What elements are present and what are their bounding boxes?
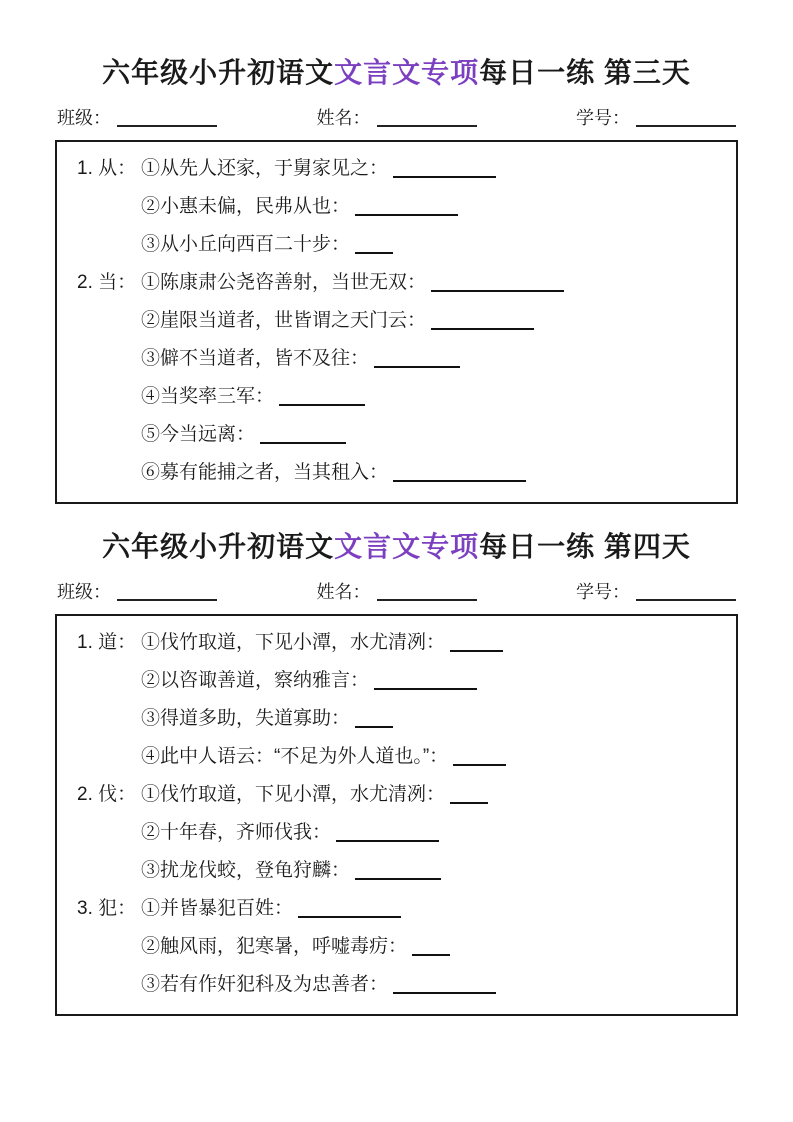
answer-blank [355, 716, 393, 728]
question-box-day3 [55, 140, 738, 504]
item-text: ③若有作奸犯科及为忠善者： [141, 974, 389, 995]
question-item [141, 378, 726, 416]
question-item [141, 226, 726, 264]
question-item [141, 890, 726, 928]
title-suffix: 每日一练 第三天 [479, 57, 691, 88]
question-cong [77, 150, 726, 264]
question-item [141, 814, 726, 852]
name-field-blank [377, 114, 477, 127]
question-dang [77, 264, 726, 492]
item-text: ②以咨诹善道，察纳雅言： [141, 670, 370, 691]
student-id-field-label: 学号： [576, 582, 630, 602]
answer-blank [355, 868, 441, 880]
item-text: ④此中人语云：“不足为外人道也。”： [141, 746, 449, 767]
answer-blank [298, 906, 401, 918]
title-prefix: 六年级小升初语文 [102, 57, 335, 88]
item-text: ①并皆暴犯百姓： [141, 898, 294, 919]
question-item [141, 188, 726, 226]
question-label: 1. 从： [77, 158, 137, 179]
student-id-field-label: 学号： [576, 108, 630, 128]
class-field [57, 580, 217, 604]
question-label: 1. 道： [77, 632, 137, 653]
question-fa [77, 776, 726, 890]
student-id-field [576, 580, 736, 604]
question-item [141, 302, 726, 340]
answer-blank [450, 792, 488, 804]
question-item [141, 624, 726, 662]
question-box-day4 [55, 614, 738, 1016]
question-items [141, 150, 726, 264]
item-text: ②十年春，齐师伐我： [141, 822, 332, 843]
title-prefix: 六年级小升初语文 [102, 531, 335, 562]
name-field-blank [377, 588, 477, 601]
question-item [141, 700, 726, 738]
class-field-blank [117, 588, 217, 601]
answer-blank [260, 432, 346, 444]
question-fan [77, 890, 726, 1004]
student-id-field-blank [636, 588, 736, 601]
name-field [317, 580, 477, 604]
student-id-field [576, 106, 736, 130]
item-text: ②小惠未偏，民弗从也： [141, 196, 351, 217]
title-highlight: 文言文专项 [334, 531, 480, 562]
worksheet-section-day3 [55, 56, 738, 504]
answer-blank [453, 754, 506, 766]
question-label: 2. 伐： [77, 784, 137, 805]
name-field [317, 106, 477, 130]
class-field [57, 106, 217, 130]
answer-blank [393, 470, 526, 482]
student-info-row [57, 106, 736, 130]
question-item [141, 738, 726, 776]
item-text: ①伐竹取道，下见小潭，水尤清冽： [141, 632, 446, 653]
student-id-field-blank [636, 114, 736, 127]
item-text: ①陈康肃公尧咨善射，当世无双： [141, 272, 427, 293]
worksheet-section-day4 [55, 530, 738, 1016]
answer-blank [336, 830, 439, 842]
item-text: ③僻不当道者，皆不及往： [141, 348, 370, 369]
item-text: ①从先人还家，于舅家见之： [141, 158, 389, 179]
question-item [141, 928, 726, 966]
worksheet-title [55, 530, 738, 564]
answer-blank [431, 280, 564, 292]
answer-blank [393, 166, 496, 178]
answer-blank [412, 944, 450, 956]
item-text: ③从小丘向西百二十步： [141, 234, 351, 255]
question-item [141, 454, 726, 492]
name-field-label: 姓名： [316, 108, 371, 128]
question-item [141, 264, 726, 302]
answer-blank [374, 356, 460, 368]
item-text: ④当奖率三军： [141, 386, 275, 407]
title-suffix: 每日一练 第四天 [479, 531, 691, 562]
question-item [141, 662, 726, 700]
class-field-label: 班级： [57, 108, 111, 128]
answer-blank [279, 394, 365, 406]
class-field-blank [117, 114, 217, 127]
question-dao [77, 624, 726, 776]
student-info-row [57, 580, 736, 604]
answer-blank [431, 318, 534, 330]
answer-blank [450, 640, 503, 652]
answer-blank [374, 678, 477, 690]
answer-blank [393, 982, 496, 994]
question-items [141, 264, 726, 492]
question-items [141, 890, 726, 1004]
answer-blank [355, 242, 393, 254]
question-item [141, 340, 726, 378]
item-text: ②触风雨，犯寒暑，呼嘘毒疠： [141, 936, 408, 957]
worksheet-title [55, 56, 738, 90]
question-item [141, 416, 726, 454]
question-item [141, 776, 726, 814]
title-highlight: 文言文专项 [334, 57, 480, 88]
question-item [141, 150, 726, 188]
name-field-label: 姓名： [316, 582, 371, 602]
item-text: ②崖限当道者，世皆谓之天门云： [141, 310, 427, 331]
item-text: ⑥募有能捕之者，当其租入： [141, 462, 389, 483]
question-label: 3. 犯： [77, 898, 137, 919]
answer-blank [355, 204, 458, 216]
question-item [141, 966, 726, 1004]
item-text: ⑤今当远离： [141, 424, 256, 445]
item-text: ③得道多助，失道寡助： [141, 708, 351, 729]
question-item [141, 852, 726, 890]
class-field-label: 班级： [57, 582, 111, 602]
question-items [141, 624, 726, 776]
question-items [141, 776, 726, 890]
question-label: 2. 当： [77, 272, 137, 293]
item-text: ③扰龙伐蛟，登龟狩麟： [141, 860, 351, 881]
item-text: ①伐竹取道，下见小潭，水尤清冽： [141, 784, 446, 805]
